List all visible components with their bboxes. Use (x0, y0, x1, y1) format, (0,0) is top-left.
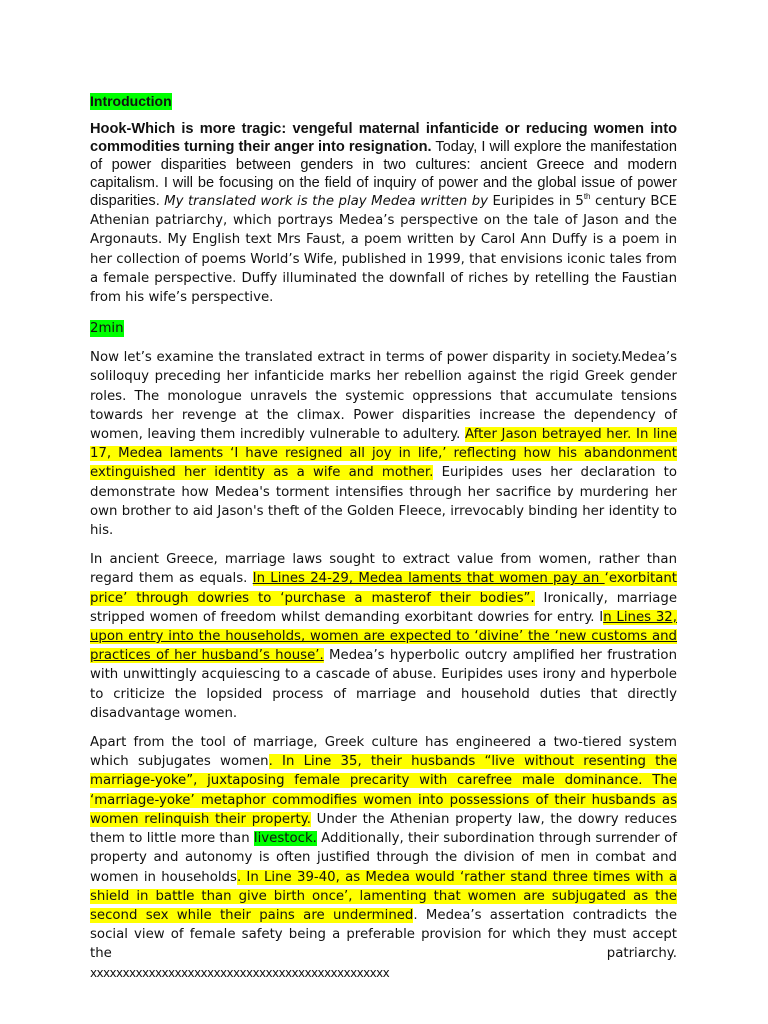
hook-text-b: Euripides in 5 (488, 194, 584, 209)
paragraph-two-tiered-system (90, 733, 677, 963)
para2-text-a: In ancient Greece, marriage laws sought to extract value from women, rather than regard them as equals. (90, 552, 677, 587)
hook-text-c: century BCE Athenian patriarchy, which portrays Medea’s perspective on the tale of Jason and the Argonauts. My English text Mrs Faust, a poem written by Carol Ann Duffy is a poem in her collection of poems World’s Wife, published in 1999, that envisions iconic tales from a female perspective. Duffy illuminated the downfall of riches by retelling the Faustian from his wife’s perspective. (90, 194, 678, 306)
intro-heading-row (90, 93, 677, 110)
time-tag-row (90, 319, 677, 337)
intro-heading: Introduction (90, 93, 172, 109)
para2-highlight-2: n Lines 32, upon entry into the households, women are expected to ‘divine’ the ‘new customs and practices of her husband’s house’. (90, 609, 677, 664)
time-tag: 2min (90, 321, 124, 337)
para3-green-highlight: livestock. (253, 831, 317, 847)
para1-highlight: After Jason betrayed her. In line 17, Medea laments ‘I have resigned all joy in life,’ reflecting how his abandonment extinguished her identity as a wife and mother. (90, 427, 677, 481)
para3-highlight-2: . In Line 39-40, as Medea would ‘rather stand three times with a shield in battle than give birth once’, lamenting that women are subjugated as the second sex while their pains are undermined (90, 869, 678, 923)
para2-highlight-1b: ‘exorbitant price’ through dowries to ‘purchase a masterof their bodies”. (90, 571, 678, 606)
para3-highlight-1: . In Line 35, their husbands “live without resenting the marriage-yoke”, juxtaposing female precarity with carefree male dominance. The ‘marriage-yoke’ metaphor commodifies women into possessions of their husbands as women relinquish their property. (90, 754, 677, 827)
paragraph-marriage-laws (90, 550, 677, 723)
hook-question: Hook-Which is more tragic: vengeful maternal infanticide or reducing women into commodities turning their anger into resignation. (90, 121, 677, 155)
para3-text-d: . Medea’s assertation contradicts the social view of female safety being a preferable provision for which they must accept the patriarchy. (90, 907, 677, 962)
paragraph-medea-soliloquy (90, 348, 677, 540)
hook-sup: th (583, 192, 591, 202)
hook-text-a: Today, I will explore the manifestation of power disparities between genders in two cultures: ancient Greece and modern capitalism. I will be focusing on the field of inquiry of power and the global issue of power disparities. (90, 139, 678, 209)
hook-italic: My translated work is the play Medea written by (164, 194, 489, 209)
para3-text-c: Additionally, their subordination through surrender of property and autonomy is often justified through the division of men in combat and women in households (90, 831, 677, 885)
para2-text-c: Medea’s hyperbolic outcry amplified her frustration with unwittingly acquiescing to a cascade of abuse. Euripides uses irony and hyperbole to criticize the lopsided process of marriage and household duties that directly disadvantage women. (90, 648, 677, 721)
para3-text-a: Apart from the tool of marriage, Greek culture has engineered a two-tiered system which subjugates women (90, 735, 677, 770)
para3-text-b: Under the Athenian property law, the dowry reduces them to little more than (90, 811, 677, 847)
hook-paragraph (90, 120, 677, 307)
document-page (90, 93, 677, 983)
para2-highlight-1a: In Lines 24-29, Medea laments that women pay an (252, 571, 605, 587)
para1-text-a: Now let’s examine the translated extract in terms of power disparity in society.Medea’s soliloquy preceding her infanticide marks her rebellion against the rigid Greek gender roles. The monologue unravels the systemic oppressions that accumulate tensions towards her revenge at the climax. Power disparities increase the dependency of women, leaving them incredibly vulnerable to adultery. (90, 350, 677, 443)
para1-text-b: Euripides uses her declaration to demonstrate how Medea's torment intensifies through her sacrifice by murdering her own brother to aid Jason's theft of the Golden Fleece, irrevocably binding her identity to his. (90, 465, 677, 539)
para2-text-b: Ironically, marriage stripped women of freedom whilst demanding exorbitant dowries for entry. I (90, 590, 677, 625)
placeholder-line: xxxxxxxxxxxxxxxxxxxxxxxxxxxxxxxxxxxxxxxxxxxxxx (90, 965, 390, 980)
